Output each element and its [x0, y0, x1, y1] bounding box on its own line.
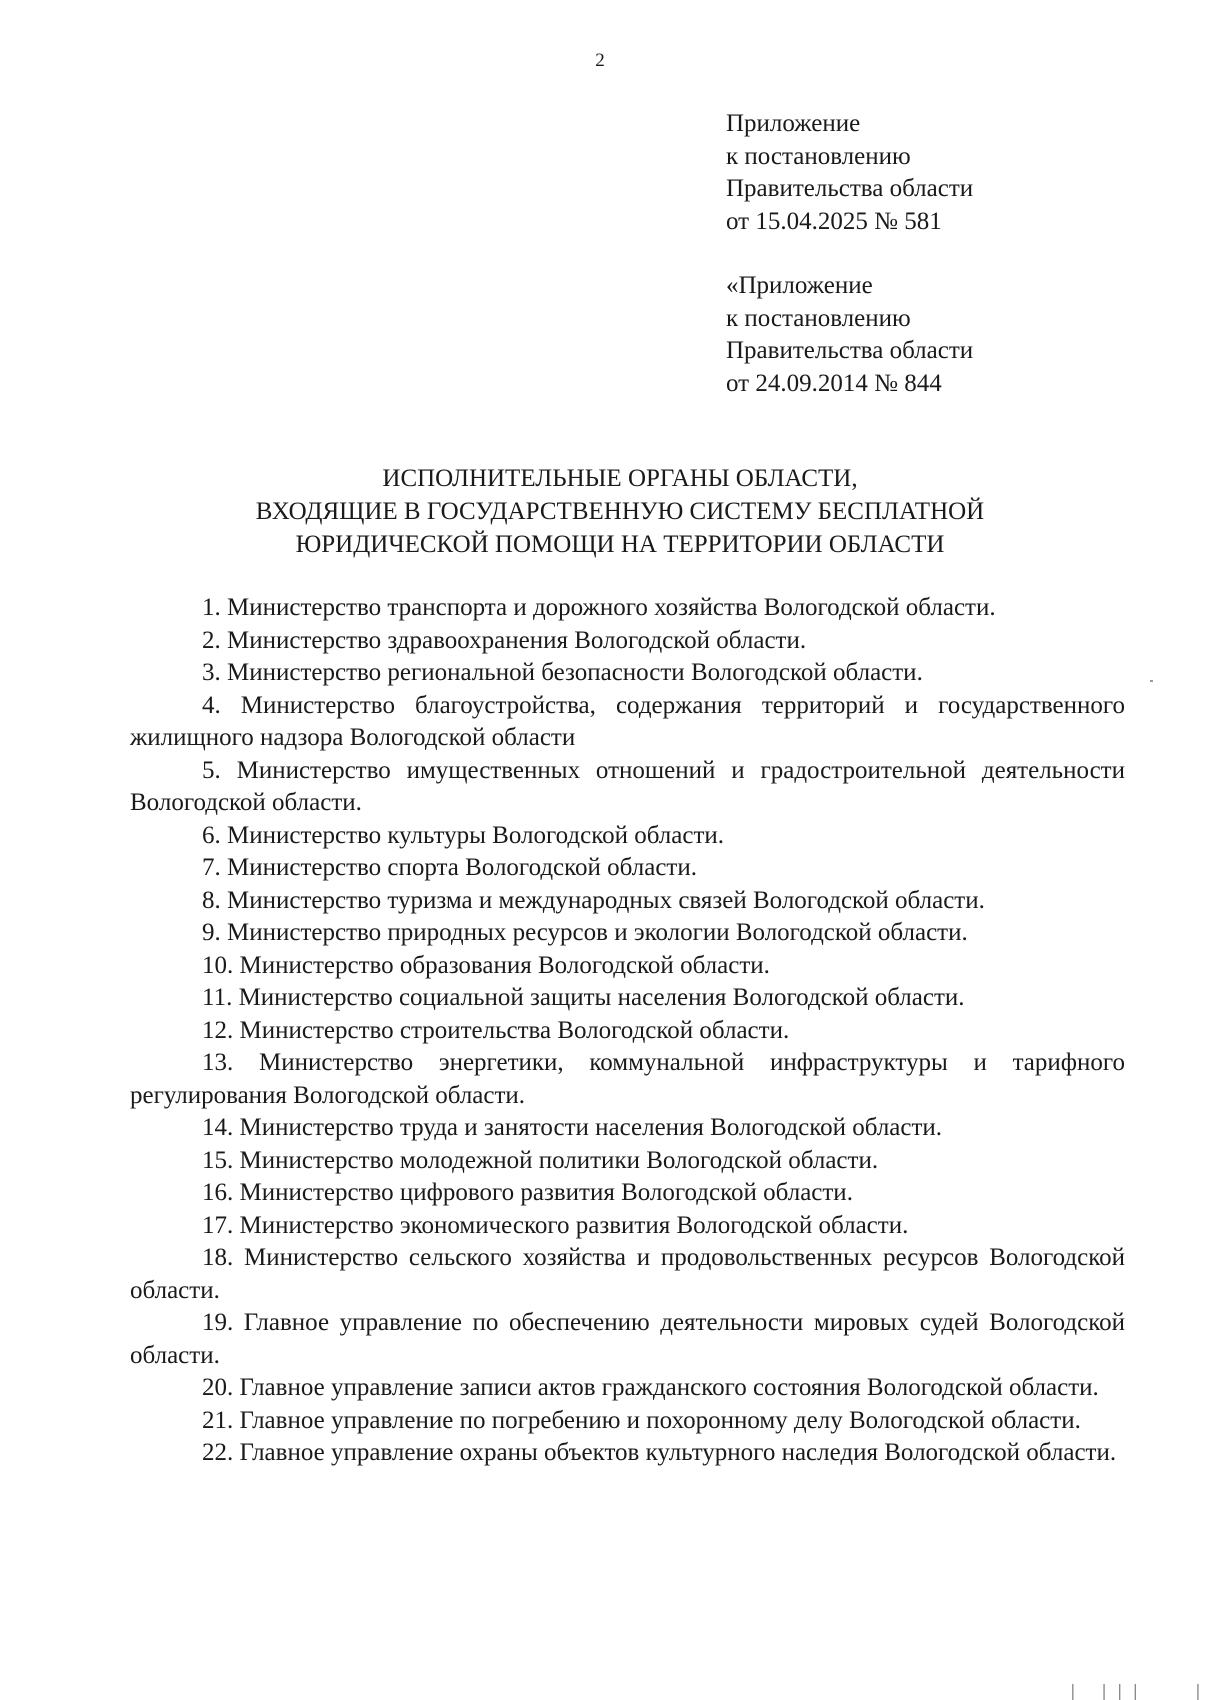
appendix-line: от 15.04.2025 № 581 [726, 207, 942, 235]
scan-artifact [1150, 680, 1153, 682]
list-item: 8. Министерство туризма и международных связей Вологодской области. [202, 886, 985, 914]
list-item: 4. Министерство благоустройства, содержания территорий и государственного жилищного надзора Вологодской области [130, 691, 1125, 751]
list-item: 11. Министерство социальной защиты населения Вологодской области. [202, 984, 965, 1011]
scan-edge-marks: | ||| | [1068, 1681, 1209, 1700]
list-item: 3. Министерство региональной безопасности Вологодской области. [202, 659, 923, 686]
appendix-reference-current [726, 108, 1166, 238]
list-item: 21. Главное управление по погребению и похоронному делу Вологодской области. [202, 1406, 1081, 1434]
list-item: 16. Министерство цифрового развития Вологодской области. [202, 1179, 853, 1206]
list-item: 15. Министерство молодежной политики Вологодской области. [202, 1146, 879, 1174]
list-item: 6. Министерство культуры Вологодской области. [202, 821, 725, 849]
list-item: 1. Министерство транспорта и дорожного хозяйства Вологодской области. [202, 594, 996, 621]
list-item: 13. Министерство энергетики, коммунальной инфраструктуры и тарифного регулирования Вологодской области. [130, 1049, 1125, 1109]
list-item: 19. Главное управление по обеспечению деятельности мировых судей Вологодской области. [130, 1309, 1125, 1369]
title-line: ВХОДЯЩИЕ В ГОСУДАРСТВЕННУЮ СИСТЕМУ БЕСПЛАТНОЙ [255, 498, 985, 525]
list-item: 20. Главное управление записи актов гражданского состояния Вологодской области. [202, 1374, 1099, 1401]
list-item: 2. Министерство здравоохранения Вологодской области. [202, 626, 807, 654]
appendix-line: Приложение [726, 110, 861, 137]
list-item: 17. Министерство экономического развития Вологодской области. [202, 1211, 909, 1239]
document-title [120, 462, 1120, 561]
list-item: 18. Министерство сельского хозяйства и продовольственных ресурсов Вологодской области. [130, 1244, 1125, 1304]
appendix-line: к постановлению [726, 304, 911, 332]
appendix-line: Правительства области [726, 337, 974, 364]
appendix-line: Правительства области [726, 175, 974, 202]
list-item: 12. Министерство строительства Вологодской области. [202, 1016, 790, 1044]
appendix-line: от 24.09.2014 № 844 [726, 369, 942, 397]
appendix-line: к постановлению [726, 142, 911, 170]
appendix-line: «Приложение [726, 272, 873, 299]
list-item: 14. Министерство труда и занятости населения Вологодской области. [202, 1114, 943, 1141]
list-item: 5. Министерство имущественных отношений и градостроительной деятельности Вологодской области. [130, 756, 1125, 816]
list-item: 10. Министерство образования Вологодской области. [202, 951, 770, 979]
executive-bodies-list [130, 592, 1125, 1470]
page-number: 2 [595, 50, 605, 71]
list-item: 7. Министерство спорта Вологодской области. [202, 854, 697, 881]
appendix-reference-original [726, 270, 1166, 400]
list-item: 9. Министерство природных ресурсов и экологии Вологодской области. [202, 919, 968, 946]
title-line: ЮРИДИЧЕСКОЙ ПОМОЩИ НА ТЕРРИТОРИИ ОБЛАСТИ [295, 531, 945, 558]
list-item: 22. Главное управление охраны объектов культурного наследия Вологодской области. [202, 1439, 1117, 1466]
title-line: ИСПОЛНИТЕЛЬНЫЕ ОРГАНЫ ОБЛАСТИ, [382, 465, 858, 492]
